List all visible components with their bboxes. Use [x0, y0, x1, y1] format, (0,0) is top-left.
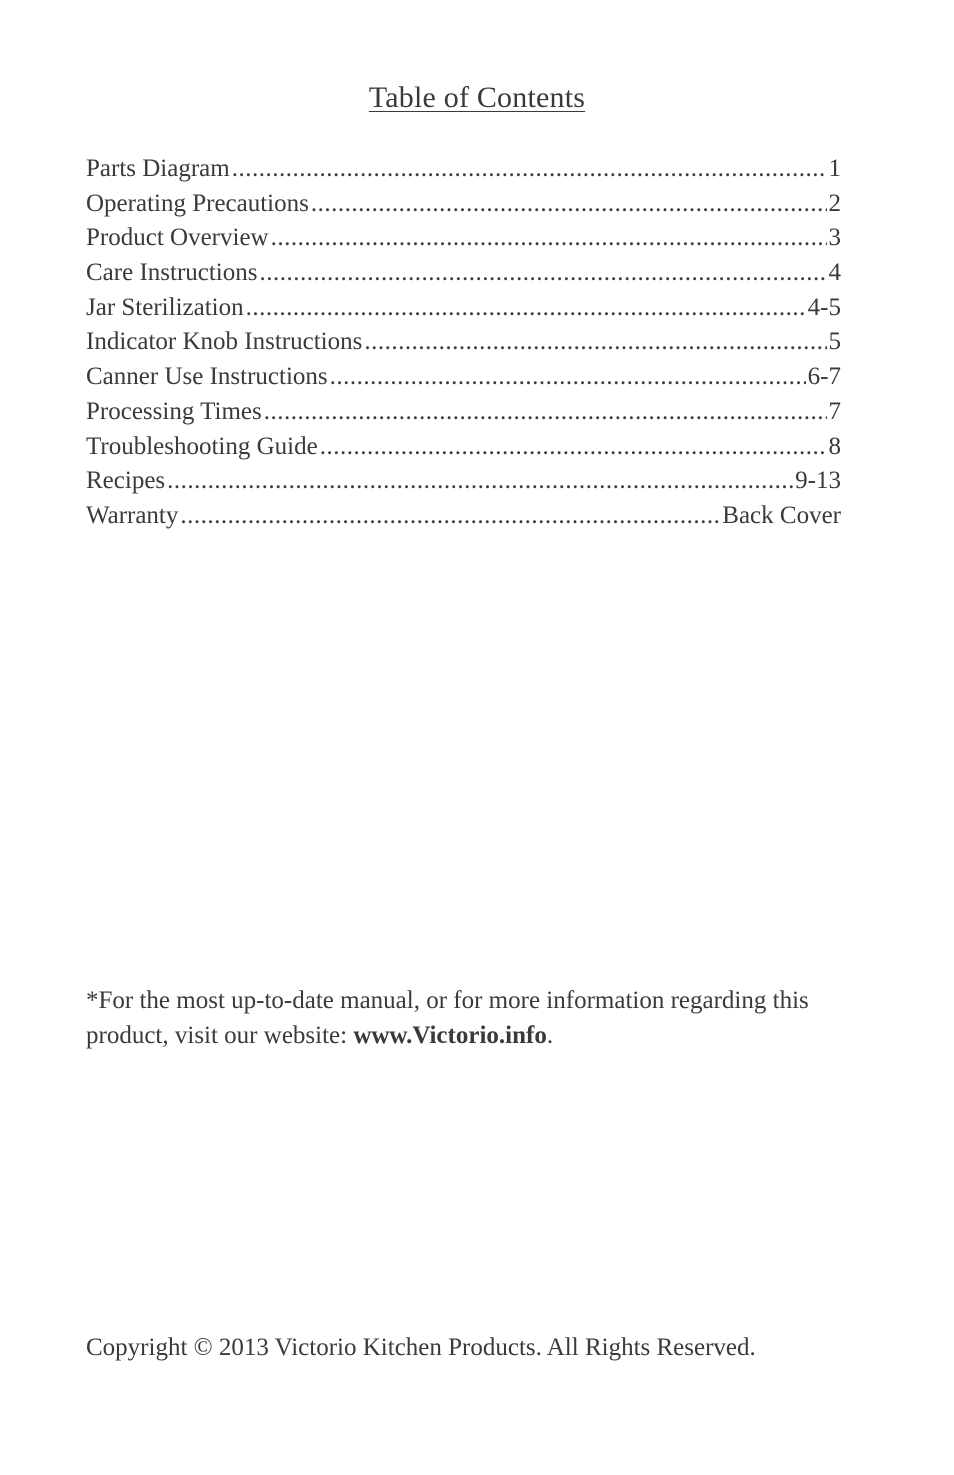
toc-entry	[86, 325, 841, 360]
dot-leader	[180, 499, 720, 534]
toc-entry-label: Troubleshooting Guide	[86, 432, 318, 460]
website-note-end: .	[546, 1022, 554, 1049]
toc-entry	[86, 499, 841, 534]
toc-entry-page: 7	[828, 397, 841, 425]
toc-entry-page: 1	[828, 155, 841, 182]
toc-entry-label: Indicator Knob Instructions	[86, 328, 363, 356]
toc-entry-page: Back Cover	[722, 501, 841, 529]
toc-entry-label: Product Overview	[86, 224, 269, 252]
toc-entry-page: 8	[828, 432, 841, 460]
toc-entry-label: Parts Diagram	[86, 155, 230, 182]
toc-entry	[86, 395, 841, 430]
toc-entry	[86, 187, 841, 222]
toc-entry-label: Care Instructions	[86, 259, 258, 287]
toc-entry-page: 9-13	[795, 467, 841, 495]
dot-leader	[330, 360, 806, 395]
toc-entry	[86, 360, 841, 395]
dot-leader	[320, 430, 827, 465]
toc-entry	[86, 221, 841, 256]
website-link[interactable]: www.Victorio.info	[353, 1022, 547, 1049]
dot-leader	[364, 325, 826, 360]
toc-entry-label: Warranty	[86, 501, 179, 529]
table-of-contents	[86, 152, 841, 534]
toc-entry-page: 4-5	[807, 293, 841, 321]
toc-entry-page: 5	[828, 328, 841, 356]
copyright-notice: Copyright © 2013 Victorio Kitchen Products. All Rights Reserved.	[86, 1334, 756, 1361]
toc-entry-label: Operating Precautions	[86, 189, 309, 217]
dot-leader	[246, 291, 806, 326]
toc-entry-label: Canner Use Instructions	[86, 363, 328, 391]
dot-leader	[311, 187, 827, 222]
toc-entry-label: Jar Sterilization	[86, 293, 244, 321]
dot-leader	[264, 395, 827, 430]
toc-entry	[86, 430, 841, 465]
toc-entry-label: Recipes	[86, 467, 166, 495]
toc-entry	[86, 256, 841, 291]
toc-entry	[86, 464, 841, 499]
dot-leader	[259, 256, 826, 291]
dot-leader	[271, 221, 827, 256]
dot-leader	[232, 152, 827, 187]
toc-entry-label: Processing Times	[86, 397, 262, 425]
dot-leader	[167, 464, 793, 499]
website-note-text: *For the most up-to-date manual, or for more information regarding this product, visit our website:	[86, 987, 809, 1049]
toc-entry-page: 6-7	[807, 363, 841, 391]
toc-entry	[86, 291, 841, 326]
page-title: Table of Contents	[368, 81, 586, 114]
website-note	[86, 983, 876, 1053]
toc-entry	[86, 152, 841, 187]
toc-entry-page: 4	[828, 259, 841, 287]
toc-entry-page: 3	[828, 224, 841, 252]
toc-entry-page: 2	[828, 189, 841, 217]
